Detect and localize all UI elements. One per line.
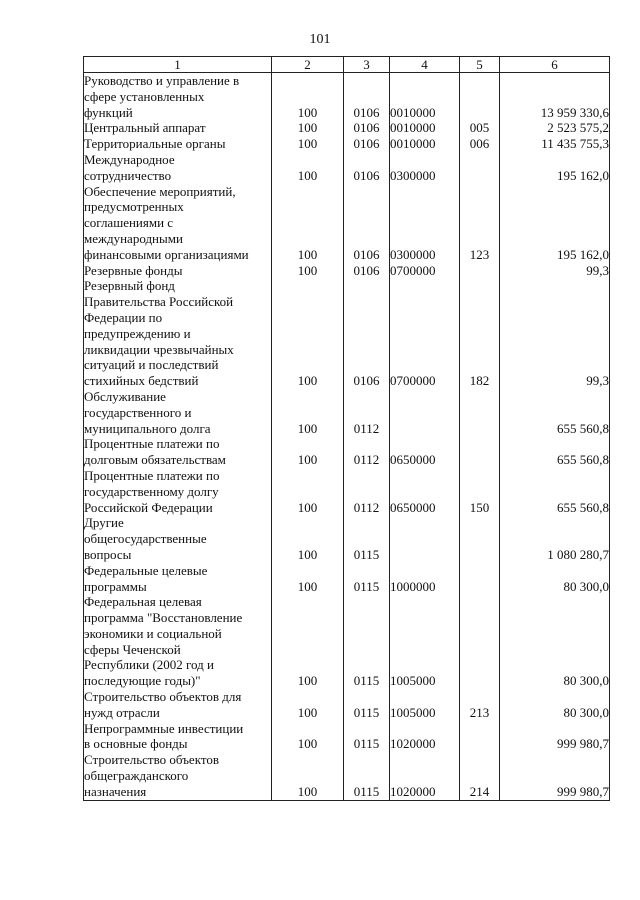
table-row — [84, 436, 610, 468]
cell-section-code: 0106 — [344, 184, 390, 263]
cell-item-name — [84, 278, 272, 389]
item-name-line: Строительство объектов для — [84, 689, 242, 705]
cell-target-article: 1020000 — [390, 752, 460, 800]
cell-expense-type — [460, 263, 500, 279]
header-col-5: 5 — [460, 57, 500, 73]
cell-expense-type — [460, 721, 500, 753]
cell-ministry-code: 100 — [272, 721, 344, 753]
cell-ministry-code: 100 — [272, 515, 344, 562]
item-name-line: экономики и социальной — [84, 625, 222, 641]
cell-section-code: 0112 — [344, 389, 390, 436]
cell-ministry-code: 100 — [272, 136, 344, 152]
cell-item-name — [84, 689, 272, 721]
table-row — [84, 136, 610, 152]
budget-table-container — [83, 56, 609, 801]
header-col-3: 3 — [344, 57, 390, 73]
cell-expense-type — [460, 152, 500, 184]
cell-amount: 80 300,0 — [500, 594, 610, 689]
cell-section-code: 0115 — [344, 689, 390, 721]
header-col-1: 1 — [84, 57, 272, 73]
cell-amount: 655 560,8 — [500, 436, 610, 468]
item-name-line: финансовыми организациями — [84, 246, 249, 262]
cell-ministry-code: 100 — [272, 389, 344, 436]
item-name-line: сфере установленных — [84, 88, 205, 104]
item-name-line: последующие годы)" — [84, 673, 201, 689]
table-row — [84, 563, 610, 595]
cell-target-article: 0700000 — [390, 278, 460, 389]
table-row — [84, 184, 610, 263]
cell-expense-type: 150 — [460, 468, 500, 515]
cell-section-code: 0115 — [344, 721, 390, 753]
item-name-line: Резервный фонд — [84, 278, 175, 294]
cell-target-article: 1020000 — [390, 721, 460, 753]
cell-target-article: 0010000 — [390, 73, 460, 121]
cell-ministry-code: 100 — [272, 436, 344, 468]
cell-amount: 2 523 575,2 — [500, 120, 610, 136]
cell-target-article: 0700000 — [390, 263, 460, 279]
cell-target-article — [390, 389, 460, 436]
cell-expense-type — [460, 73, 500, 121]
cell-ministry-code: 100 — [272, 120, 344, 136]
cell-amount: 1 080 280,7 — [500, 515, 610, 562]
cell-target-article: 0650000 — [390, 436, 460, 468]
cell-expense-type: 123 — [460, 184, 500, 263]
cell-amount: 655 560,8 — [500, 389, 610, 436]
cell-item-name — [84, 263, 272, 279]
cell-section-code: 0106 — [344, 136, 390, 152]
cell-amount: 11 435 755,3 — [500, 136, 610, 152]
header-col-2: 2 — [272, 57, 344, 73]
table-row — [84, 389, 610, 436]
item-name-line: Территориальные органы — [84, 136, 226, 152]
cell-target-article: 1005000 — [390, 689, 460, 721]
item-name-line: Процентные платежи по — [84, 436, 220, 452]
item-name-line: функций — [84, 104, 133, 120]
table-row — [84, 278, 610, 389]
item-name-line: долговым обязательствам — [84, 452, 226, 468]
cell-target-article: 0010000 — [390, 136, 460, 152]
cell-section-code: 0106 — [344, 120, 390, 136]
table-row — [84, 263, 610, 279]
item-name-line: международными — [84, 230, 183, 246]
cell-target-article — [390, 515, 460, 562]
cell-item-name — [84, 752, 272, 800]
cell-target-article: 0300000 — [390, 184, 460, 263]
item-name-line: предусмотренных — [84, 199, 184, 215]
item-name-line: общегражданского — [84, 768, 189, 784]
cell-target-article: 0300000 — [390, 152, 460, 184]
cell-ministry-code: 100 — [272, 689, 344, 721]
item-name-line: сотрудничество — [84, 167, 172, 183]
item-name-line: муниципального долга — [84, 420, 211, 436]
cell-ministry-code: 100 — [272, 594, 344, 689]
cell-item-name — [84, 184, 272, 263]
cell-item-name — [84, 120, 272, 136]
item-name-line: Правительства Российской — [84, 294, 234, 310]
item-name-line: Обеспечение мероприятий, — [84, 183, 236, 199]
cell-section-code: 0106 — [344, 73, 390, 121]
cell-amount: 99,3 — [500, 263, 610, 279]
item-name-line: ликвидации чрезвычайных — [84, 341, 234, 357]
cell-item-name — [84, 594, 272, 689]
item-name-line: программа "Восстановление — [84, 610, 243, 626]
item-name-line: в основные фонды — [84, 736, 188, 752]
budget-table — [83, 56, 610, 801]
table-row — [84, 515, 610, 562]
cell-ministry-code: 100 — [272, 468, 344, 515]
cell-ministry-code: 100 — [272, 278, 344, 389]
item-name-line: государственному долгу — [84, 483, 219, 499]
cell-item-name — [84, 73, 272, 121]
item-name-line: Руководство и управление в — [84, 73, 240, 88]
cell-expense-type: 005 — [460, 120, 500, 136]
cell-section-code: 0106 — [344, 278, 390, 389]
table-row — [84, 752, 610, 800]
cell-section-code: 0115 — [344, 752, 390, 800]
table-row — [84, 73, 610, 121]
item-name-line: стихийных бедствий — [84, 373, 199, 389]
item-name-line: Строительство объектов — [84, 752, 219, 768]
cell-amount: 195 162,0 — [500, 152, 610, 184]
item-name-line: соглашениями с — [84, 215, 174, 231]
cell-expense-type — [460, 515, 500, 562]
cell-target-article: 0010000 — [390, 120, 460, 136]
item-name-line: Российской Федерации — [84, 499, 213, 515]
item-name-line: Федерации по — [84, 309, 163, 325]
cell-item-name — [84, 563, 272, 595]
cell-item-name — [84, 468, 272, 515]
item-name-line: предупреждению и — [84, 325, 191, 341]
cell-section-code: 0115 — [344, 515, 390, 562]
table-row — [84, 721, 610, 753]
item-name-line: Обслуживание — [84, 388, 166, 404]
item-name-line: Непрограммные инвестиции — [84, 720, 244, 736]
cell-item-name — [84, 515, 272, 562]
item-name-line: назначения — [84, 783, 147, 799]
cell-amount: 80 300,0 — [500, 563, 610, 595]
cell-item-name — [84, 436, 272, 468]
cell-target-article: 1005000 — [390, 594, 460, 689]
header-col-4: 4 — [390, 57, 460, 73]
cell-target-article: 0650000 — [390, 468, 460, 515]
cell-item-name — [84, 721, 272, 753]
cell-target-article: 1000000 — [390, 563, 460, 595]
cell-ministry-code: 100 — [272, 184, 344, 263]
item-name-line: нужд отрасли — [84, 704, 160, 720]
cell-item-name — [84, 152, 272, 184]
item-name-line: Резервные фонды — [84, 262, 183, 278]
header-col-6: 6 — [500, 57, 610, 73]
cell-expense-type — [460, 389, 500, 436]
item-name-line: Другие — [84, 515, 124, 531]
cell-amount: 999 980,7 — [500, 752, 610, 800]
table-header — [84, 57, 610, 73]
table-row — [84, 689, 610, 721]
cell-ministry-code: 100 — [272, 73, 344, 121]
cell-amount: 13 959 330,6 — [500, 73, 610, 121]
cell-expense-type — [460, 563, 500, 595]
cell-expense-type: 182 — [460, 278, 500, 389]
table-row — [84, 594, 610, 689]
cell-item-name — [84, 389, 272, 436]
cell-item-name — [84, 136, 272, 152]
cell-expense-type: 214 — [460, 752, 500, 800]
cell-amount: 80 300,0 — [500, 689, 610, 721]
item-name-line: вопросы — [84, 546, 132, 562]
item-name-line: государственного и — [84, 404, 192, 420]
item-name-line: программы — [84, 578, 147, 594]
cell-section-code: 0106 — [344, 263, 390, 279]
item-name-line: Процентные платежи по — [84, 467, 220, 483]
item-name-line: Международное — [84, 151, 175, 167]
cell-amount: 195 162,0 — [500, 184, 610, 263]
cell-amount: 99,3 — [500, 278, 610, 389]
cell-ministry-code: 100 — [272, 752, 344, 800]
cell-expense-type: 213 — [460, 689, 500, 721]
item-name-line: сферы Чеченской — [84, 641, 181, 657]
cell-section-code: 0112 — [344, 436, 390, 468]
cell-expense-type — [460, 436, 500, 468]
table-body — [84, 73, 610, 801]
cell-ministry-code: 100 — [272, 563, 344, 595]
cell-section-code: 0115 — [344, 563, 390, 595]
item-name-line: Республики (2002 год и — [84, 657, 214, 673]
cell-section-code: 0112 — [344, 468, 390, 515]
table-row — [84, 468, 610, 515]
cell-ministry-code: 100 — [272, 152, 344, 184]
cell-expense-type: 006 — [460, 136, 500, 152]
item-name-line: Центральный аппарат — [84, 120, 206, 136]
item-name-line: ситуаций и последствий — [84, 357, 219, 373]
item-name-line: Федеральные целевые — [84, 562, 208, 578]
page-number: 101 — [309, 32, 331, 47]
header-row — [84, 57, 610, 73]
table-row — [84, 120, 610, 136]
cell-ministry-code: 100 — [272, 263, 344, 279]
cell-section-code: 0115 — [344, 594, 390, 689]
table-row — [84, 152, 610, 184]
item-name-line: общегосударственные — [84, 531, 207, 547]
cell-amount: 999 980,7 — [500, 721, 610, 753]
cell-amount: 655 560,8 — [500, 468, 610, 515]
item-name-line: Федеральная целевая — [84, 594, 202, 610]
cell-expense-type — [460, 594, 500, 689]
cell-section-code: 0106 — [344, 152, 390, 184]
